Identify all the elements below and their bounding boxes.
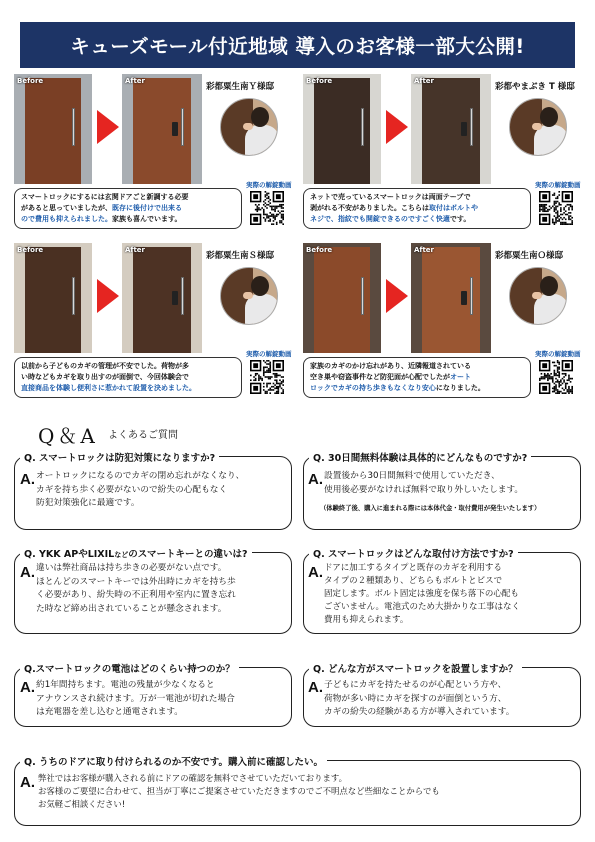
smart-lock-icon (172, 122, 178, 136)
arrow-right-icon (97, 279, 119, 313)
qa-subtitle: よくあるご質問 (108, 430, 178, 441)
answer-mark: A. (20, 774, 35, 791)
customer-photo (220, 267, 278, 325)
smart-lock-icon (461, 291, 467, 305)
arrow-right-icon (386, 110, 408, 144)
after-door-photo (411, 74, 491, 184)
qr-caption: 実際の解錠動画 (535, 350, 581, 358)
after-door-photo (122, 243, 202, 353)
qr-code-icon[interactable] (250, 360, 284, 394)
after-label: After (125, 77, 146, 85)
customer-photo (509, 267, 567, 325)
qr-code-icon[interactable] (250, 191, 284, 225)
qa-question: Q. YKK APやLIXILなどのスマートキーとの違いは? (20, 546, 252, 560)
qa-answer: ドアに加工するタイプと既存のカギを利用する タイプの２種類あり、どちらもボルトとビスで 固定します。ボルト固定は強度を保ち落下の心配も ございません。電池式のため大掛かりな工事はなく 費用も抑えられます。 (324, 563, 521, 625)
before-door-photo (14, 243, 92, 353)
smart-lock-icon (461, 122, 467, 136)
before-door-photo (14, 74, 92, 184)
before-door-photo (303, 243, 381, 353)
qa-answer: オートロックになるのでカギの閉め忘れがなくなり、 カギを持ち歩く必要がないので紛失の心配もなく 防犯対策強化に最適です。 (36, 471, 245, 508)
after-door-photo (122, 74, 202, 184)
answer-mark: A. (20, 471, 35, 488)
answer-mark: A. (308, 679, 323, 696)
customer-name: 彩都やまぶき T 様邸 (495, 82, 575, 92)
before-label: Before (306, 77, 333, 85)
answer-mark: A. (20, 679, 35, 696)
case-study (14, 74, 292, 239)
qa-answer: 設置後から30日間無料で使用していただき、 使用後必要がなければ無料で取り外しいたします。 (324, 471, 524, 495)
qa-question: Q. スマートロックは防犯対策になりますか? (20, 450, 219, 464)
case-study (14, 243, 292, 408)
qa-question: Q. どんな方がスマートロックを設置しますか？ (309, 661, 522, 675)
before-label: Before (17, 246, 44, 254)
customer-photo (509, 98, 567, 156)
qa-title: Q＆A (38, 424, 98, 448)
answer-mark: A. (308, 564, 323, 581)
customer-testimonial: 家族のカギのかけ忘れがあり、近隣報道されている 空き巣や窃盗事件など防犯面が心配でしたがオート ロックでカギの持ち歩きもなくなり安心になりました。 (303, 357, 531, 398)
qa-answer: 子どもにカギを持たせるのが心配という方や、 荷物が多い時にカギを探すのが面倒という方、 カギの紛失の経験がある方が導入されています。 (324, 680, 515, 717)
customer-name: 彩都粟生南Ｏ様邸 (495, 251, 564, 261)
after-label: After (414, 77, 435, 85)
customer-testimonial: 以前から子どものカギの管理が不安でした。荷物が多 い時などもカギを取り出すのが面倒で、今回体験会で 直接商品を体験し便利さに惹かれて設置を決めました。 (14, 357, 242, 398)
qa-note: （体験終了後、購入に進まれる際には本体代金・取付費用が発生いたします） (320, 505, 541, 512)
after-label: After (125, 246, 146, 254)
qr-caption: 実際の解錠動画 (246, 181, 292, 189)
qr-code-icon[interactable] (539, 360, 573, 394)
customer-name: 彩都粟生南Ｙ様邸 (206, 82, 275, 92)
case-study (303, 74, 581, 239)
before-door-photo (303, 74, 381, 184)
after-door-photo (411, 243, 491, 353)
smart-lock-icon (172, 291, 178, 305)
qa-answer: 違いは弊社商品は持ち歩きの必要がない点です。 ほとんどのスマートキーでは外出時にカギを持ち歩 く必要があり、紛失時の不正利用や室内に置き忘れ た時など締め出されていることが懸念されます。 (36, 563, 236, 614)
customer-testimonial: ネットで売っているスマートロックは両面テープで 剥がれる不安がありました。こちらは取付はボルトや ネジで、指紋でも開錠できるのですごく快適です。 (303, 188, 531, 229)
answer-mark: A. (308, 471, 323, 488)
before-label: Before (17, 77, 44, 85)
qr-code-icon[interactable] (539, 191, 573, 225)
qa-answer: 弊社ではお客様が購入される前にドアの確認を無料でさせていただいております。 お客様のご要望に合わせて、担当が丁寧にご提案させていただきますのでご不明点など些細なことからでも お気軽ご相談ください! (38, 773, 440, 809)
customer-testimonial: スマートロックにするには玄関ドアごと新調する必要 があると思っていましたが、既存に後付けで出来る ので費用も抑えられました。家族も喜んでいます。 (14, 188, 242, 229)
arrow-right-icon (97, 110, 119, 144)
before-label: Before (306, 246, 333, 254)
qa-question: Q. スマートロックはどんな取付け方法ですか? (309, 546, 518, 560)
case-study (303, 243, 581, 408)
customer-photo (220, 98, 278, 156)
qr-caption: 実際の解錠動画 (246, 350, 292, 358)
qa-answer: 約1年間持ちます。電池の残量が少なくなると アナウンスされ続けます。万が一電池が切れた場合 は充電器を差し込むと通電されます。 (36, 680, 235, 717)
banner-title: キューズモール付近地域 導入のお客様一部大公開! (70, 35, 525, 58)
qa-question: Q. うちのドアに取り付けられるのか不安です。購入前に確認したい。 (20, 754, 327, 768)
qr-caption: 実際の解錠動画 (535, 181, 581, 189)
answer-mark: A. (20, 564, 35, 581)
qa-question: Q. 30日間無料体験は具体的にどんなものですか? (309, 450, 531, 464)
customer-name: 彩都粟生南Ｓ様邸 (206, 251, 275, 261)
arrow-right-icon (386, 279, 408, 313)
page-banner (20, 22, 575, 68)
qa-question: Q.スマートロックの電池はどのくらい持つのか？ (20, 661, 239, 675)
after-label: After (414, 246, 435, 254)
